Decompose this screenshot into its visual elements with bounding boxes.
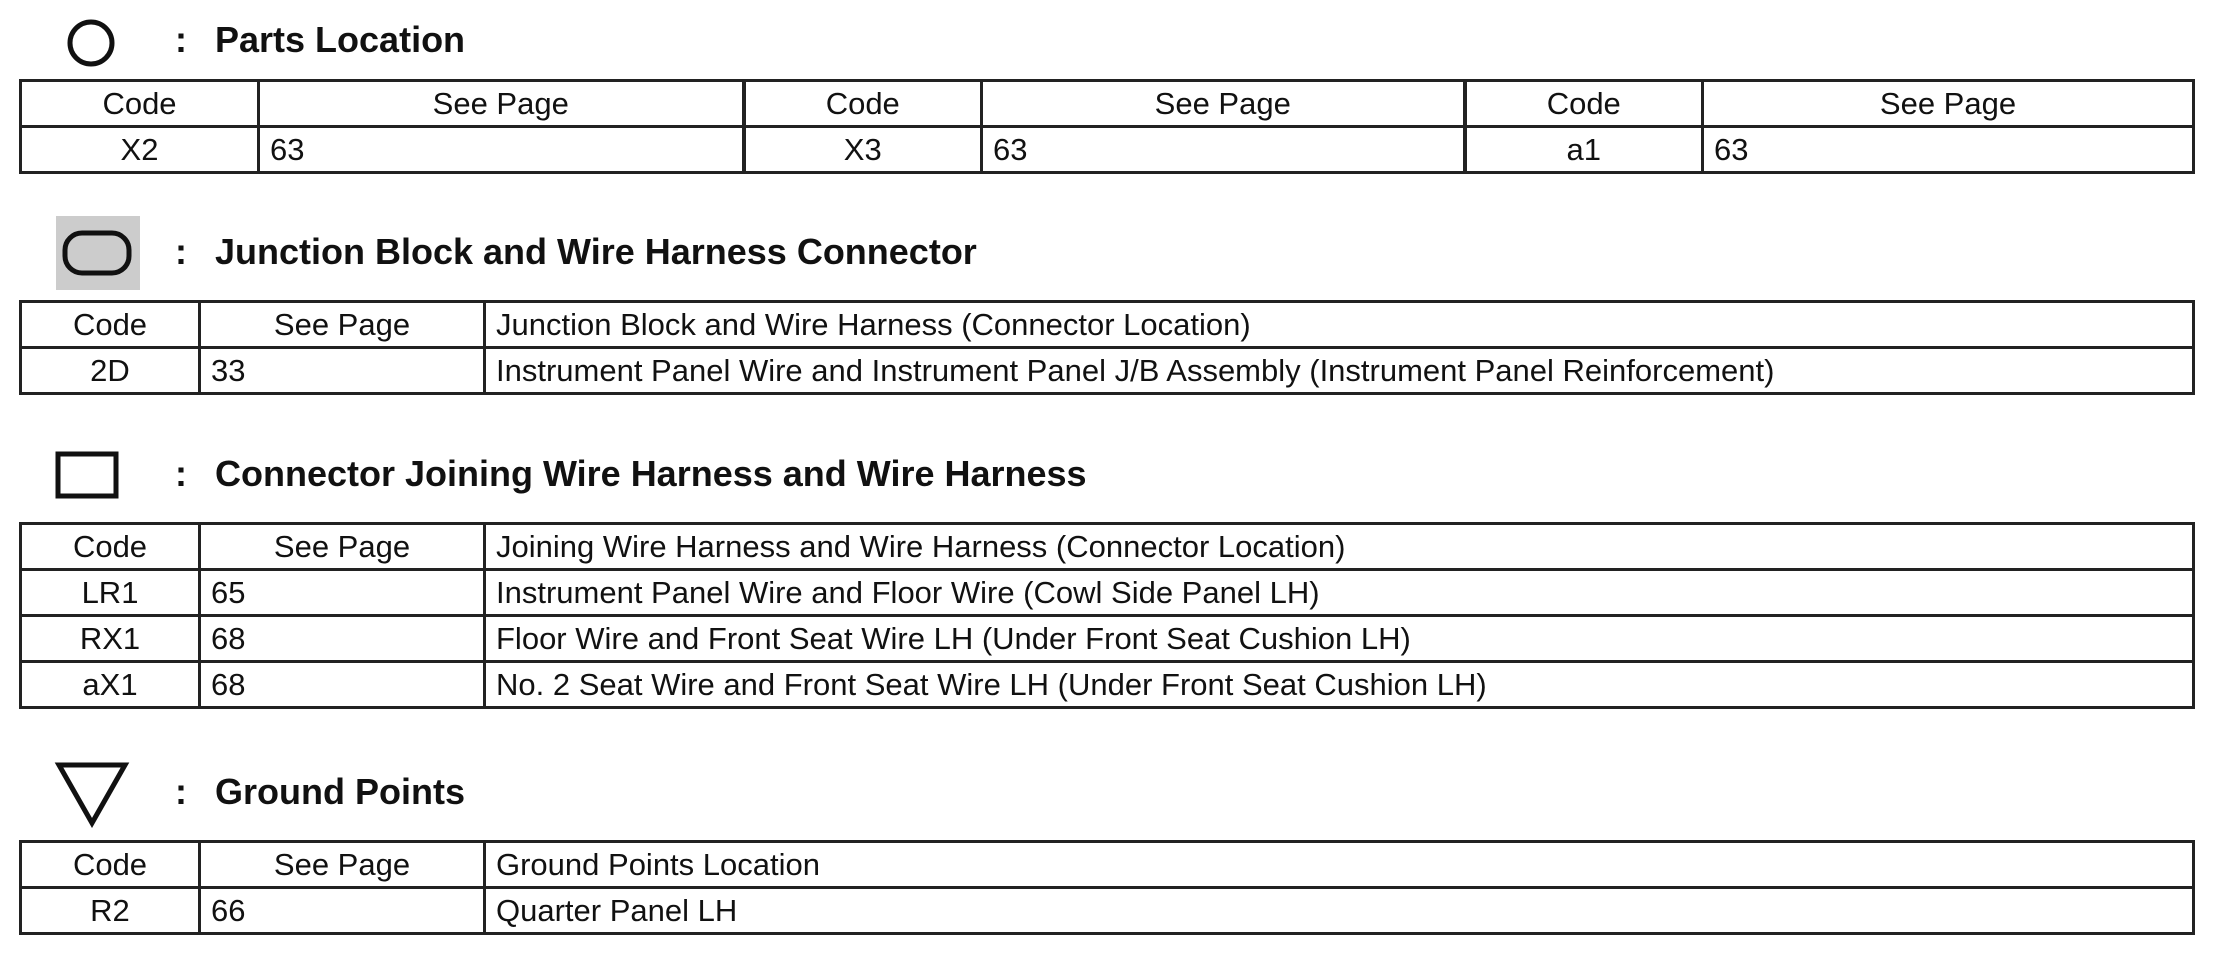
header-cell: See Page	[200, 302, 485, 348]
heading-colon: :	[175, 231, 187, 272]
header-cell: Joining Wire Harness and Wire Harness (Connector Location)	[485, 524, 2194, 570]
code-cell: a1	[1465, 127, 1703, 173]
page-cell: 33	[200, 348, 485, 394]
rectangle-icon	[55, 451, 119, 499]
description-cell: Instrument Panel Wire and Floor Wire (Cowl Side Panel LH)	[485, 570, 2194, 616]
code-cell: 2D	[21, 348, 200, 394]
parts-location-table	[19, 79, 2195, 174]
ground-points-table	[19, 840, 2195, 935]
code-cell: aX1	[21, 662, 200, 708]
description-cell: No. 2 Seat Wire and Front Seat Wire LH (Under Front Seat Cushion LH)	[485, 662, 2194, 708]
table-header-row	[21, 81, 2194, 127]
heading-colon: :	[175, 453, 187, 494]
page-cell: 66	[200, 888, 485, 934]
table-header-row	[21, 524, 2194, 570]
triangle-down-icon	[54, 760, 130, 828]
section-title-ground-points	[175, 770, 465, 814]
table-row	[21, 888, 2194, 934]
section-title-text: Parts Location	[215, 19, 466, 60]
heading-colon: :	[175, 771, 187, 812]
header-cell: See Page	[982, 81, 1465, 127]
header-cell: Junction Block and Wire Harness (Connector Location)	[485, 302, 2194, 348]
code-cell: X2	[21, 127, 259, 173]
code-cell: LR1	[21, 570, 200, 616]
header-cell: Ground Points Location	[485, 842, 2194, 888]
table-row	[21, 662, 2194, 708]
connector-joining-table	[19, 522, 2195, 709]
code-cell: R2	[21, 888, 200, 934]
table-header-row	[21, 302, 2194, 348]
section-title-text: Junction Block and Wire Harness Connector	[215, 231, 977, 272]
page-cell: 63	[259, 127, 744, 173]
table-row	[21, 570, 2194, 616]
code-cell: X3	[744, 127, 982, 173]
header-cell: Code	[21, 524, 200, 570]
header-cell: See Page	[1703, 81, 2194, 127]
heading-colon: :	[175, 19, 187, 60]
header-cell: See Page	[200, 524, 485, 570]
page-cell: 63	[982, 127, 1465, 173]
section-title-junction-block	[175, 230, 977, 274]
table-row	[21, 348, 2194, 394]
page-cell: 68	[200, 616, 485, 662]
table-row	[21, 616, 2194, 662]
header-cell: See Page	[259, 81, 744, 127]
junction-block-table	[19, 300, 2195, 395]
description-cell: Floor Wire and Front Seat Wire LH (Under Front Seat Cushion LH)	[485, 616, 2194, 662]
rounded-rect-icon	[56, 216, 140, 290]
header-cell: Code	[1465, 81, 1703, 127]
header-cell: See Page	[200, 842, 485, 888]
header-cell: Code	[21, 842, 200, 888]
table-header-row	[21, 842, 2194, 888]
section-title-text: Ground Points	[215, 771, 465, 812]
code-cell: RX1	[21, 616, 200, 662]
description-cell: Instrument Panel Wire and Instrument Panel J/B Assembly (Instrument Panel Reinforcement)	[485, 348, 2194, 394]
section-title-text: Connector Joining Wire Harness and Wire Harness	[215, 453, 1087, 494]
page-cell: 65	[200, 570, 485, 616]
page-cell: 68	[200, 662, 485, 708]
header-cell: Code	[21, 302, 200, 348]
section-title-parts-location	[175, 18, 465, 62]
description-cell: Quarter Panel LH	[485, 888, 2194, 934]
table-row	[21, 127, 2194, 173]
header-cell: Code	[744, 81, 982, 127]
page-cell: 63	[1703, 127, 2194, 173]
section-title-connector-joining	[175, 452, 1087, 496]
circle-icon	[64, 16, 118, 70]
header-cell: Code	[21, 81, 259, 127]
